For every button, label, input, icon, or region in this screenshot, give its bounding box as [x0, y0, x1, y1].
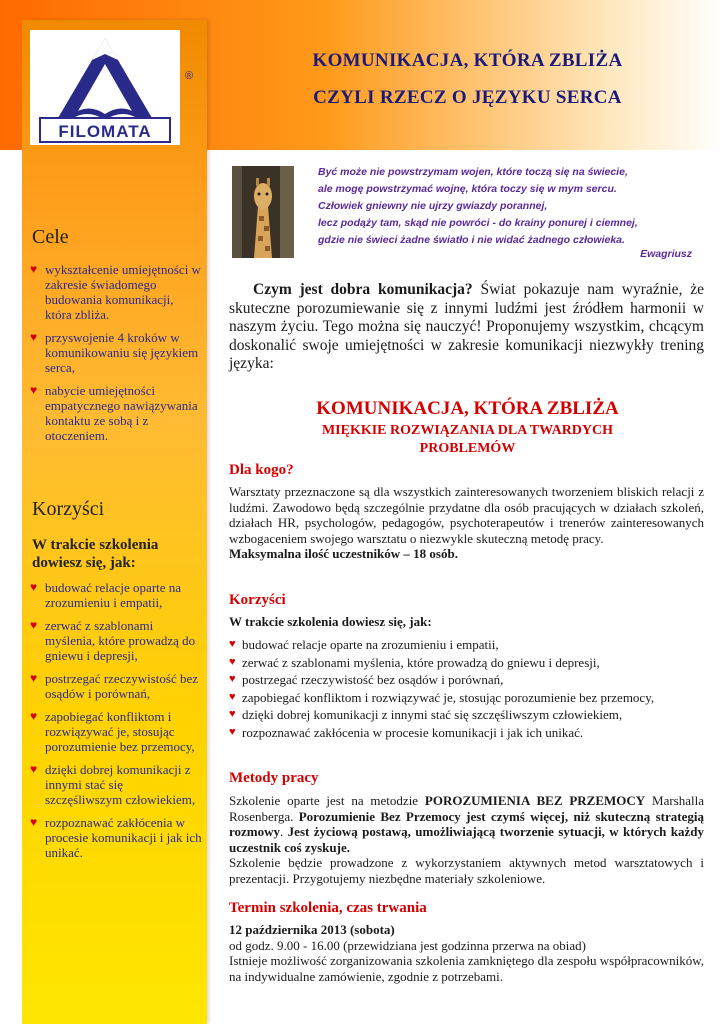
giraffe-photo	[232, 166, 294, 258]
list-item: ♥ przyswojenie 4 kroków w komunikowaniu się językiem serca,	[30, 330, 199, 375]
heart-icon: ♥	[229, 708, 236, 720]
for-whom-heading: Dla kogo?	[229, 462, 294, 478]
heart-icon: ♥	[229, 638, 236, 650]
term-text: 12 października 2013 (sobota) od godz. 9.00 - 16.00 (przewidziana jest godzinna przerwa na obiad) Istnieje możliwość zorganizowania szkolenia zamkniętego dla zespołu współpracowników, na indywidualne zamówienie, zgodnie z potrzebami.	[229, 922, 704, 984]
list-item: ♥ budować relacje oparte na zrozumieniu i empatii,	[30, 580, 182, 610]
intro-paragraph: Czym jest dobra komunikacja? Świat pokazuje nam wyraźnie, że skuteczne porozumiewanie się z innymi ludźmi jest źródłem harmonii w naszym życiu. Tego można się nauczyć! Proponujemy wszystkim, chcącym doskonalić swoje umiejętności w zakresie komunikacji niezwykły trening języka:	[229, 281, 704, 372]
list-item: ♥ nabycie umiejętności empatycznego nawiązywania kontaktu ze sobą i z otoczeniem.	[30, 383, 198, 443]
list-item: ♥ dzięki dobrej komunikacji z innymi stać się szczęśliwszym człowiekiem,	[30, 762, 196, 807]
methods-text: Szkolenie oparte jest na metodzie POROZUMIENIA BEZ PRZEMOCY Marshalla Rosenberga. Porozumienie Bez Przemocy jest czymś więcej, niż skuteczną strategią rozmowy. Jest życiową postawą, umożliwiającą tworzenie sytuacji, w których każdy uczestnik coś zyskuje. Szkolenie będzie prowadzone z wykorzystaniem aktywnych metod warsztatowych i prezentacji. Przygotujemy niezbędne materiały szkoleniowe.	[229, 793, 705, 886]
goals-heading: Cele	[32, 226, 69, 248]
quote-author: Ewagriusz	[640, 248, 692, 260]
benefits-list	[229, 637, 704, 742]
heart-icon: ♥	[30, 383, 38, 397]
quote: Być może nie powstrzymam wojen, które toczą się na świecie, ale mogę powstrzymać wojnę, która toczy się w mym sercu. Człowiek gniewny nie ujrzy gwiazdy porannej, lecz podąży tam, skąd nie powróci - do krainy ponurej i ciemnej, gdzie nie świeci żadne światło i nie widać żadnego człowieka.	[318, 166, 638, 246]
list-item: ♥ dzięki dobrej komunikacji z innymi stać się szczęśliwszym człowiekiem,	[229, 707, 623, 722]
benefits-subheading-sidebar: W trakcie szkolenia dowiesz się, jak:	[32, 537, 159, 571]
term-heading: Termin szkolenia, czas trwania	[229, 900, 427, 916]
page-title-line1: KOMUNIKACJA, KTÓRA ZBLIŻA	[312, 50, 623, 71]
goals-list	[30, 262, 202, 451]
logo-text: FILOMATA	[58, 122, 152, 141]
program-title: KOMUNIKACJA, KTÓRA ZBLIŻA	[316, 398, 619, 419]
program-subtitle-line2: PROBLEMÓW	[419, 441, 516, 456]
benefits-list-sidebar	[30, 580, 202, 868]
heart-icon: ♥	[30, 330, 38, 344]
heart-icon: ♥	[30, 671, 38, 685]
list-item: ♥ wykształcenie umiejętności w zakresie świadomego budowania komunikacji, która zbliża.	[30, 262, 201, 322]
list-item: ♥ budować relacje oparte na zrozumieniu i empatii,	[229, 637, 499, 652]
giraffe-icon	[232, 166, 294, 258]
heart-icon: ♥	[229, 655, 236, 668]
heart-icon: ♥	[30, 262, 38, 276]
heart-icon: ♥	[229, 690, 236, 703]
methods-heading: Metody pracy	[229, 770, 319, 786]
heart-icon: ♥	[30, 709, 38, 723]
for-whom-text: Warsztaty przeznaczone są dla wszystkich zainteresowanych tworzeniem bliskich relacji z ludźmi. Zawodowo będą szczególnie przydatne dla osób pracujących w działach szkoleń, działach HR, psychologów, pedagogów, psychoterapeutów i trenerów zainteresowanych wzbogaceniem swojego warsztatu o niezwykle skuteczną metodę pracy. Maksymalna ilość uczestników – 18 osób.	[229, 484, 704, 561]
sidebar	[22, 20, 207, 1024]
list-item: ♥ zerwać z szablonami myślenia, które prowadzą do gniewu i depresji,	[30, 618, 196, 663]
program-subtitle-line1: MIĘKKIE ROZWIĄZANIA DLA TWARDYCH	[321, 423, 614, 438]
registered-mark: ®	[185, 70, 194, 82]
benefits-subheading: W trakcie szkolenia dowiesz się, jak:	[229, 614, 432, 629]
heart-icon: ♥	[30, 762, 38, 776]
heart-icon: ♥	[229, 725, 236, 738]
benefits-heading-sidebar: Korzyści	[32, 498, 105, 520]
list-item: ♥ postrzegać rzeczywistość bez osądów i porównań,	[30, 671, 199, 701]
heart-icon: ♥	[30, 580, 38, 594]
list-item: ♥ zerwać z szablonami myślenia, które prowadzą do gniewu i depresji,	[229, 654, 600, 670]
list-item: ♥ zapobiegać konfliktom i rozwiązywać je, stosując porozumienie bez przemocy,	[30, 709, 195, 754]
heart-icon: ♥	[30, 618, 38, 632]
page-title-line2: CZYLI RZECZ O JĘZYKU SERCA	[313, 87, 622, 108]
benefits-heading: Korzyści	[229, 592, 286, 608]
list-item: ♥ zapobiegać konfliktom i rozwiązywać je, stosując porozumienie bez przemocy,	[229, 689, 655, 705]
heart-icon: ♥	[229, 673, 236, 685]
heart-icon: ♥	[30, 815, 38, 829]
filomata-logo	[30, 30, 194, 145]
list-item: ♥ rozpoznawać zakłócenia w procesie komunikacji i jak ich unikać.	[30, 815, 202, 860]
list-item: ♥ rozpoznawać zakłócenia w procesie komunikacji i jak ich unikać.	[229, 724, 584, 740]
list-item: ♥ postrzegać rzeczywistość bez osądów i porównań,	[229, 672, 504, 687]
